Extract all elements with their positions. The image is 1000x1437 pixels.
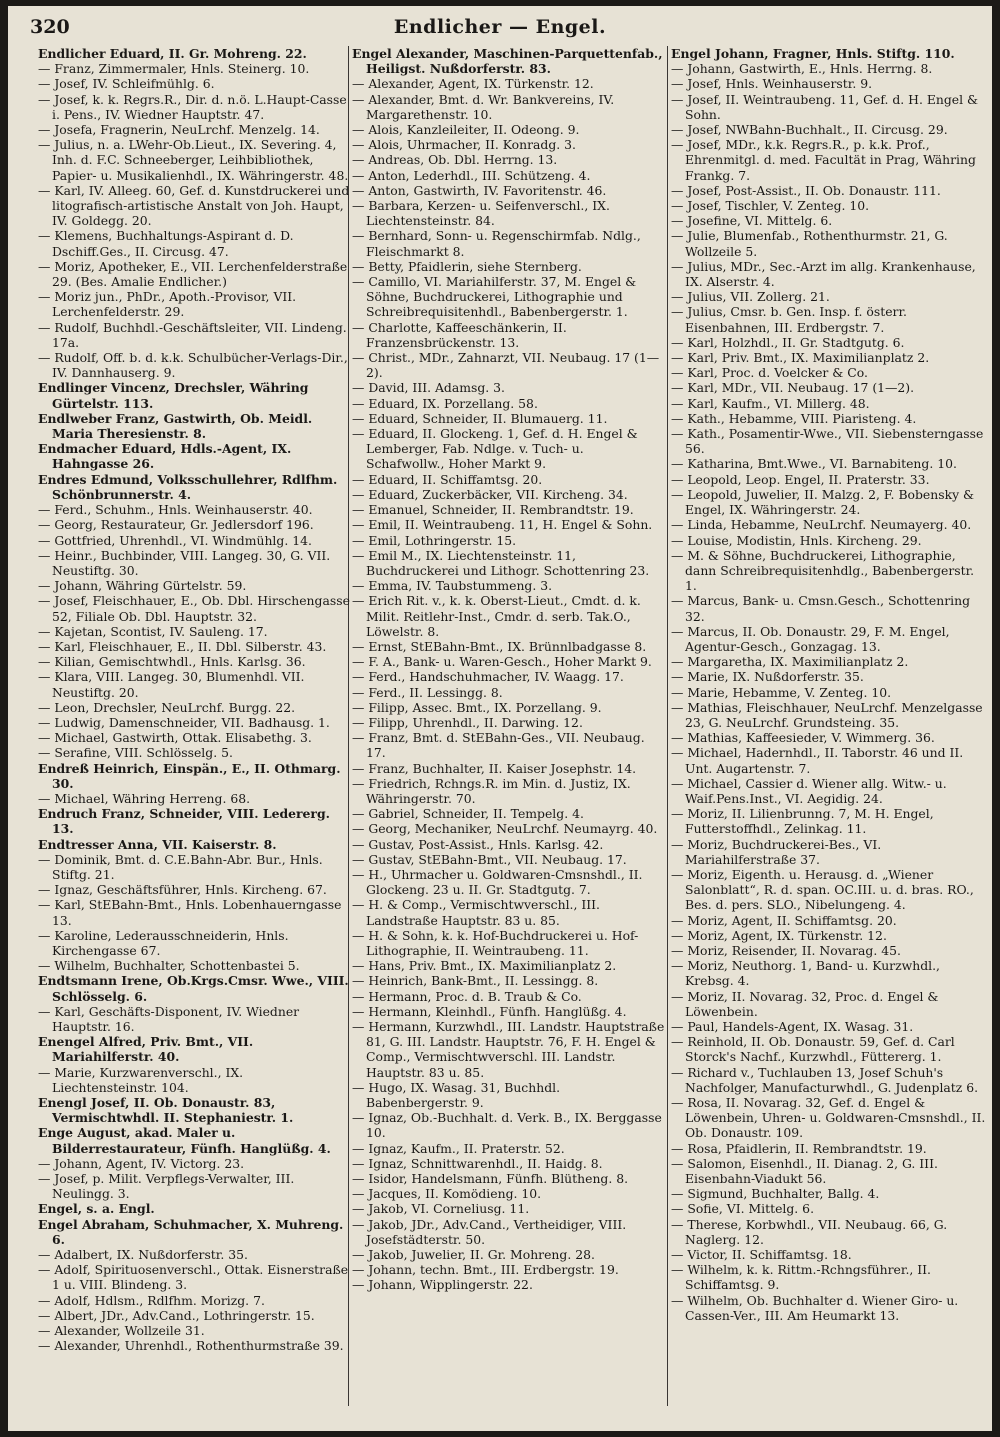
directory-entry: — Ferd., Handschuhmacher, IV. Waagg. 17. <box>352 669 624 685</box>
directory-entry: — Moriz, Neuthorg. 1, Band- u. Kurzwhdl., Krebsg. 4. <box>671 958 940 989</box>
directory-entry: — Katharina, Bmt.Wwe., VI. Barnabiteng. 10. <box>671 456 957 472</box>
directory-entry: — Ferd., Schuhm., Hnls. Weinhauserstr. 40. <box>38 502 313 518</box>
directory-entry: — Jakob, Juwelier, II. Gr. Mohreng. 28. <box>352 1247 595 1263</box>
directory-entry: — Moriz jun., PhDr., Apoth.-Provisor, VII. Lerchenfelderstr. 29. <box>38 289 297 320</box>
directory-entry: — Jakob, JDr., Adv.Cand., Vertheidiger, VIII. Josefstädterstr. 50. <box>352 1216 627 1247</box>
directory-entry: — Wilhelm, k. k. Rittm.-Rchngsführer., II. Schiffamtsg. 9. <box>671 1262 931 1293</box>
directory-entry: — Gustav, StEBahn-Bmt., VII. Neubaug. 17. <box>352 851 627 867</box>
directory-entry: — Rudolf, Off. b. d. k.k. Schulbücher-Verlags-Dir., IV. Dannhauserg. 9. <box>38 350 348 381</box>
surname-entry: Endtresser Anna, VII. Kaiserstr. 8. <box>38 836 277 852</box>
directory-entry: — Ernst, StEBahn-Bmt., IX. Brünnlbadgasse 8. <box>352 638 647 654</box>
directory-entry: — Emil, II. Weintraubeng. 11, H. Engel & Sohn. <box>352 517 653 533</box>
directory-entry: — Josef, II. Weintraubeng. 11, Gef. d. H. Engel & Sohn. <box>671 91 979 122</box>
directory-entry: — Paul, Handels-Agent, IX. Wasag. 31. <box>671 1019 914 1034</box>
directory-entry: — David, III. Adamsg. 3. <box>352 380 505 396</box>
directory-entry: — Ludwig, Damenschneider, VII. Badhausg. 1. <box>38 714 330 730</box>
directory-entry: — Klemens, Buchhaltungs-Aspirant d. D. Dschiff.Ges., II. Circusg. 47. <box>38 228 294 259</box>
surname-entry: Endreß Heinrich, Einspän., E., II. Othmarg. 30. <box>38 760 341 791</box>
directory-entry: — Ignaz, Schnittwarenhdl., II. Haidg. 8. <box>352 1155 603 1171</box>
directory-entry: — Adolf, Hdlsm., Rdlfhm. Morizg. 7. <box>38 1292 265 1308</box>
directory-entry: — Moriz, Buchdruckerei-Bes., VI. Mariahilferstraße 37. <box>671 836 882 867</box>
surname-entry: Enengel Alfred, Priv. Bmt., VII. Mariahilferstr. 40. <box>38 1034 254 1065</box>
directory-entry: — Christ., MDr., Zahnarzt, VII. Neubaug. 17 (1—2). <box>352 350 660 381</box>
directory-entry: — Isidor, Handelsmann, Fünfh. Blütheng. 8. <box>352 1171 629 1187</box>
directory-entry: — Kajetan, Scontist, IV. Sauleng. 17. <box>38 623 268 639</box>
directory-entry: — Michael, Hadernhdl., II. Taborstr. 46 und II. Unt. Augartenstr. 7. <box>671 745 964 776</box>
directory-entry: — Ignaz, Geschäftsführer, Hnls. Kircheng. 67. <box>38 882 327 898</box>
directory-entry: — Josefa, Fragnerin, NeuLrchf. Menzelg. 14. <box>38 122 320 138</box>
directory-entry: — Franz, Bmt. d. StEBahn-Ges., VII. Neubaug. 17. <box>352 730 645 761</box>
directory-entry: — Marie, Kurzwarenverschl., IX. Liechtensteinstr. 104. <box>38 1064 244 1095</box>
directory-entry: — Hermann, Proc. d. B. Traub & Co. <box>352 988 582 1004</box>
directory-entry: — Emanuel, Schneider, II. Rembrandtstr. 19. <box>352 502 634 518</box>
directory-entry: — Moriz, Apotheker, E., VII. Lerchenfelderstraße 29. (Bes. Amalie Endlicher.) <box>38 258 348 290</box>
directory-entry: — Alexander, Agent, IX. Türkenstr. 12. <box>352 76 594 92</box>
column-2 <box>352 46 665 1421</box>
directory-entry: — Moriz, II. Novarag. 32, Proc. d. Engel & Löwenbein. <box>671 988 939 1019</box>
directory-entry: — Richard v., Tuchlauben 13, Josef Schuh's Nachfolger, Manufacturwhdl., G. Judenplatz 6. <box>671 1064 979 1095</box>
directory-entry: — Moriz, Reisender, II. Novarag. 45. <box>671 942 901 958</box>
directory-entry: — Michael, Cassier d. Wiener allg. Witw.- u. Waif.Pens.Inst., VI. Aegidig. 24. <box>671 775 947 806</box>
directory-entry: — Michael, Währing Herreng. 68. <box>38 790 251 806</box>
directory-entry: — H. & Sohn, k. k. Hof-Buchdruckerei u. Hof-Lithographie, II. Weintraubeng. 11. <box>352 927 639 958</box>
directory-entry: — Hermann, Kurzwhdl., III. Landstr. Hauptstraße 81, G. III. Landstr. Hauptstr. 76, F. H. Engel & Comp., Vermischtwverschl. III. Landstr. Hauptstr. 83 u. 85. <box>352 1019 665 1080</box>
directory-entry: — Jacques, II. Komödieng. 10. <box>352 1186 542 1202</box>
directory-entry: — Hermann, Kleinhdl., Fünfh. Hanglüßg. 4. <box>352 1003 627 1019</box>
page-number: 320 <box>30 16 70 38</box>
directory-entry: — Alois, Uhrmacher, II. Konradg. 3. <box>352 137 576 153</box>
directory-entry: — Josef, Post-Assist., II. Ob. Donaustr. 111. <box>671 182 941 198</box>
directory-entry: — Reinhold, II. Ob. Donaustr. 59, Gef. d. Carl Storck's Nachf., Kurzwhdl., Füttererg. 1. <box>671 1034 955 1065</box>
directory-entry: — Karoline, Lederausschneiderin, Hnls. Kirchengasse 67. <box>38 927 289 958</box>
directory-entry: — Leon, Drechsler, NeuLrchf. Burgg. 22. <box>38 699 296 715</box>
surname-entry: Endlweber Franz, Gastwirth, Ob. Meidl. Maria Theresienstr. 8. <box>38 410 313 442</box>
directory-entry: — Moriz, Agent, II. Schiffamtsg. 20. <box>671 912 897 928</box>
directory-entry: — Emma, IV. Taubstummeng. 3. <box>352 578 553 594</box>
directory-entry: — Rosa, II. Novarag. 32, Gef. d. Engel & Löwenbein, Uhren- u. Goldwaren-Cmsnshdl., II. Ob. Donaustr. 109. <box>671 1095 986 1141</box>
directory-entry: — Alexander, Uhrenhdl., Rothenthurmstraße 39. <box>38 1338 344 1354</box>
directory-entry: — Marcus, Bank- u. Cmsn.Gesch., Schottenring 32. <box>671 593 970 624</box>
directory-entry: — M. & Söhne, Buchdruckerei, Lithographie, dann Schreibrequisitenhdlg., Babenbergerstr. 1. <box>671 547 975 594</box>
surname-entry: Engel, s. a. Engl. <box>38 1201 155 1217</box>
directory-entry: — Marie, Hebamme, V. Zenteg. 10. <box>671 684 892 700</box>
directory-entry: — Kath., Posamentir-Wwe., VII. Siebensterngasse 56. <box>671 426 984 457</box>
directory-entry: — Karl, StEBahn-Bmt., Hnls. Lobenhauerngasse 13. <box>38 897 342 928</box>
directory-entry: — Johann, techn. Bmt., III. Erdbergstr. 19. <box>352 1262 619 1278</box>
directory-entry: — Barbara, Kerzen- u. Seifenverschl., IX. Liechtensteinstr. 84. <box>352 198 610 229</box>
directory-entry: — Johann, Wipplingerstr. 22. <box>352 1277 533 1293</box>
directory-entry: — Heinr., Buchbinder, VIII. Langeg. 30, G. VII. Neustiftg. 30. <box>38 547 331 578</box>
directory-entry: — Wilhelm, Ob. Buchhalter d. Wiener Giro- u. Cassen-Ver., III. Am Heumarkt 13. <box>671 1292 959 1323</box>
directory-entry: — Salomon, Eisenhdl., II. Dianag. 2, G. III. Eisenbahn-Viadukt 56. <box>671 1155 938 1187</box>
directory-entry: — H. & Comp., Vermischtwverschl., III. Landstraße Hauptstr. 83 u. 85. <box>352 897 600 928</box>
directory-entry: — Andreas, Ob. Dbl. Herrng. 13. <box>352 152 558 168</box>
directory-entry: — Julius, MDr., Sec.-Arzt im allg. Krankenhause, IX. Alserstr. 4. <box>671 258 976 290</box>
directory-entry: — Karl, Kaufm., VI. Millerg. 48. <box>671 395 870 411</box>
directory-entry: — Linda, Hebamme, NeuLrchf. Neumayerg. 40. <box>671 517 972 533</box>
directory-entry: — Karl, Geschäfts-Disponent, IV. Wiedner Hauptstr. 16. <box>38 1003 300 1034</box>
directory-entry: — Michael, Gastwirth, Ottak. Elisabethg. 3. <box>38 730 312 746</box>
directory-entry: — Gustav, Post-Assist., Hnls. Karlsg. 42. <box>352 836 604 852</box>
directory-entry: — F. A., Bank- u. Waren-Gesch., Hoher Markt 9. <box>352 654 652 670</box>
directory-entry: — Ignaz, Kaufm., II. Praterstr. 52. <box>352 1140 565 1156</box>
directory-entry: — Karl, Priv. Bmt., IX. Maximilianplatz 2. <box>671 350 930 366</box>
directory-entry: — Therese, Korbwhdl., VII. Neubaug. 66, G. Naglerg. 12. <box>671 1216 948 1247</box>
directory-entry: — H., Uhrmacher u. Goldwaren-Cmsnshdl., II. Glockeng. 23 u. II. Gr. Stadtgutg. 7. <box>352 866 643 898</box>
directory-entry: — Louise, Modistin, Hnls. Kircheng. 29. <box>671 532 922 548</box>
directory-entry: — Josef, k. k. Regrs.R., Dir. d. n.ö. L.Haupt-Casse i. Pens., IV. Wiedner Hauptstr. 47. <box>38 91 347 122</box>
directory-entry: — Mathias, Fleischhauer, NeuLrchf. Menzelgasse 23, G. NeuLrchf. Grundsteing. 35. <box>671 699 983 730</box>
surname-entry: Enge August, akad. Maler u. Bilderrestaurateur, Fünfh. Hanglüßg. 4. <box>38 1125 331 1156</box>
surname-entry: Endlinger Vincenz, Drechsler, Währing Gürtelstr. 113. <box>38 380 309 411</box>
directory-entry: — Rudolf, Buchhdl.-Geschäftsleiter, VII. Lindeng. 17a. <box>38 319 347 350</box>
directory-entry: — Rosa, Pfaidlerin, II. Rembrandtstr. 19. <box>671 1140 927 1156</box>
directory-entry: — Julius, Cmsr. b. Gen. Insp. f. österr. Eisenbahnen, III. Erdbergstr. 7. <box>671 304 907 335</box>
directory-entry: — Albert, JDr., Adv.Cand., Lothringerstr. 15. <box>38 1307 315 1323</box>
directory-entry: — Adolf, Spirituosenverschl., Ottak. Eisnerstraße 1 u. VIII. Blindeng. 3. <box>38 1262 349 1293</box>
directory-entry: — Ignaz, Ob.-Buchhalt. d. Verk. B., IX. Berggasse 10. <box>352 1110 662 1141</box>
surname-entry: Endmacher Eduard, Hdls.-Agent, IX. Hahngasse 26. <box>38 441 292 472</box>
directory-entry: — Karl, MDr., VII. Neubaug. 17 (1—2). <box>671 380 915 396</box>
directory-entry: — Eduard, Zuckerbäcker, VII. Kircheng. 34. <box>352 486 628 502</box>
directory-entry: — Victor, II. Schiffamtsg. 18. <box>671 1247 852 1263</box>
directory-entry: — Hans, Priv. Bmt., IX. Maximilianplatz 2. <box>352 958 617 974</box>
directory-entry: — Erich Rit. v., k. k. Oberst-Lieut., Cmdt. d. k. Milit. Reitlehr-Inst., Cmdr. d. serb. Tak.O., Löwelstr. 8. <box>352 593 641 639</box>
directory-entry: — Sofie, VI. Mittelg. 6. <box>671 1201 815 1217</box>
directory-entry: — Johann, Agent, IV. Victorg. 23. <box>38 1155 245 1171</box>
directory-entry: — Karl, Fleischhauer, E., II. Dbl. Silberstr. 43. <box>38 638 327 654</box>
directory-entry: — Charlotte, Kaffeeschänkerin, II. Franzensbrückenstr. 13. <box>352 319 567 350</box>
surname-entry: Engel Johann, Fragner, Hnls. Stiftg. 110. <box>671 46 955 61</box>
directory-entry: — Franz, Buchhalter, II. Kaiser Josephstr. 14. <box>352 760 637 776</box>
directory-entry: — Julie, Blumenfab., Rothenthurmstr. 21, G. Wollzeile 5. <box>671 228 948 259</box>
directory-entry: — Eduard, Schneider, II. Blumauerg. 11. <box>352 410 608 426</box>
column-divider <box>667 46 668 1406</box>
column-3 <box>671 46 987 1421</box>
directory-entry: — Anton, Lederhdl., III. Schützeng. 4. <box>352 167 591 183</box>
directory-entry: — Kilian, Gemischtwhdl., Hnls. Karlsg. 36. <box>38 654 306 670</box>
directory-entry: — Camillo, VI. Mariahilferstr. 37, M. Engel & Söhne, Buchdruckerei, Lithographie und Schreibrequisitenhdl., Babenbergerstr. 1. <box>352 274 637 320</box>
directory-entry: — Betty, Pfaidlerin, siehe Sternberg. <box>352 258 582 274</box>
directory-entry: — Julius, VII. Zollerg. 21. <box>671 289 830 305</box>
surname-entry: Engel Abraham, Schuhmacher, X. Muhreng. 6. <box>38 1216 344 1247</box>
directory-entry: — Moriz, II. Lilienbrunng. 7, M. H. Engel, Futterstoffhdl., Zelinkag. 11. <box>671 806 934 837</box>
column-1 <box>38 46 350 1421</box>
surname-entry: Endres Edmund, Volksschullehrer, Rdlfhm. Schönbrunnerstr. 4. <box>38 471 338 502</box>
directory-entry: — Bernhard, Sonn- u. Regenschirmfab. Ndlg., Fleischmarkt 8. <box>352 228 641 259</box>
directory-entry: — Franz, Zimmermaler, Hnls. Steinerg. 10. <box>38 61 310 77</box>
directory-entry: — Josefine, VI. Mittelg. 6. <box>671 213 833 229</box>
directory-entry: — Marie, IX. Nußdorferstr. 35. <box>671 669 864 685</box>
directory-entry: — Adalbert, IX. Nußdorferstr. 35. <box>38 1247 248 1263</box>
directory-entry: — Heinrich, Bank-Bmt., II. Lessingg. 8. <box>352 973 599 989</box>
directory-entry: — Eduard, IX. Porzellang. 58. <box>352 395 538 411</box>
directory-entry: — Moriz, Eigenth. u. Herausg. d. „Wiener Salonblatt“, R. d. span. OC.III. u. d. bras. RO., Bes. d. pers. SLO., Nibelungeng. 4. <box>671 866 974 913</box>
directory-entry: — Wilhelm, Buchhalter, Schottenbastei 5. <box>38 958 300 974</box>
directory-entry: — Josef, Tischler, V. Zenteg. 10. <box>671 198 870 214</box>
directory-entry: — Moriz, Agent, IX. Türkenstr. 12. <box>671 927 887 943</box>
directory-entry: — Josef, Hnls. Weinhauserstr. 9. <box>671 76 873 92</box>
surname-entry: Endtsmann Irene, Ob.Krgs.Cmsr. Wwe., VIII. Schlösselg. 6. <box>38 973 349 1004</box>
directory-entry: — Jakob, VI. Corneliusg. 11. <box>352 1201 530 1217</box>
directory-entry: — Friedrich, Rchngs.R. im Min. d. Justiz, IX. Währingerstr. 70. <box>352 775 631 806</box>
directory-entry: — Josef, p. Milit. Verpflegs-Verwalter, III. Neulingg. 3. <box>38 1171 295 1202</box>
directory-entry: — Alois, Kanzleileiter, II. Odeong. 9. <box>352 122 580 138</box>
directory-entry: — Anton, Gastwirth, IV. Favoritenstr. 46. <box>352 182 607 198</box>
directory-entry: — Johann, Gastwirth, E., Hnls. Herrng. 8. <box>671 61 933 77</box>
surname-entry: Endruch Franz, Schneider, VIII. Ledererg. 13. <box>38 806 330 837</box>
directory-entry: — Mathias, Kaffeesieder, V. Wimmerg. 36. <box>671 730 935 746</box>
directory-entry: — Josef, IV. Schleifmühlg. 6. <box>38 76 215 92</box>
directory-entry: — Josef, NWBahn-Buchhalt., II. Circusg. 29. <box>671 122 948 138</box>
directory-entry: — Eduard, II. Schiffamtsg. 20. <box>352 471 543 487</box>
directory-entry: — Filipp, Uhrenhdl., II. Darwing. 12. <box>352 714 583 730</box>
surname-entry: Endlicher Eduard, II. Gr. Mohreng. 22. <box>38 46 307 61</box>
running-head: Endlicher — Engel. <box>393 16 607 38</box>
directory-entry: — Gabriel, Schneider, II. Tempelg. 4. <box>352 806 584 822</box>
directory-entry: — Margaretha, IX. Maximilianplatz 2. <box>671 654 909 670</box>
directory-entry: — Julius, n. a. LWehr-Ob.Lieut., IX. Severing. 4, Inh. d. F.C. Schneeberger, Leihbibliothek, Papier- u. Musikalienhdl., IX. Währingerstr. 48. <box>38 137 349 183</box>
directory-entry: — Ferd., II. Lessingg. 8. <box>352 684 503 700</box>
directory-entry: — Josef, MDr., k.k. Regrs.R., p. k.k. Prof., Ehrenmitgl. d. med. Facultät in Prag, Währing Frankg. 7. <box>671 137 976 183</box>
directory-entry: — Georg, Restaurateur, Gr. Jedlersdorf 196. <box>38 517 314 533</box>
directory-page <box>8 6 992 1431</box>
directory-entry: — Gottfried, Uhrenhdl., VI. Windmühlg. 14. <box>38 532 312 548</box>
directory-entry: — Karl, Proc. d. Voelcker & Co. <box>671 365 868 381</box>
directory-entry: — Eduard, II. Glockeng. 1, Gef. d. H. Engel & Lemberger, Fab. Ndlge. v. Tuch- u. Schafwollw., Hoher Markt 9. <box>352 426 638 472</box>
directory-entry: — Emil, Lothringerstr. 15. <box>352 532 517 548</box>
directory-entry: — Johann, Währing Gürtelstr. 59. <box>38 578 247 594</box>
directory-entry: — Alexander, Bmt. d. Wr. Bankvereins, IV. Margarethenstr. 10. <box>352 91 615 122</box>
directory-entry: — Marcus, II. Ob. Donaustr. 29, F. M. Engel, Agentur-Gesch., Gonzagag. 13. <box>671 623 950 654</box>
directory-entry: — Karl, Holzhdl., II. Gr. Stadtgutg. 6. <box>671 334 905 350</box>
directory-entry: — Karl, IV. Alleeg. 60, Gef. d. Kunstdruckerei und litografisch-artistische Anstalt von Joh. Haupt, IV. Goldegg. 20. <box>38 182 350 229</box>
directory-entry: — Sigmund, Buchhalter, Ballg. 4. <box>671 1186 880 1202</box>
directory-entry: — Filipp, Assec. Bmt., IX. Porzellang. 9. <box>352 699 602 715</box>
directory-entry: — Leopold, Leop. Engel, II. Praterstr. 33. <box>671 471 930 487</box>
directory-entry: — Leopold, Juwelier, II. Malzg. 2, F. Bobensky & Engel, IX. Währingerstr. 24. <box>671 486 975 518</box>
directory-entry: — Emil M., IX. Liechtensteinstr. 11, Buchdruckerei und Lithogr. Schottenring 23. <box>352 547 650 578</box>
directory-entry: — Serafine, VIII. Schlösselg. 5. <box>38 745 233 761</box>
directory-entry: — Georg, Mechaniker, NeuLrchf. Neumayrg. 40. <box>352 821 658 837</box>
directory-entry: — Josef, Fleischhauer, E., Ob. Dbl. Hirschengasse 52, Filiale Ob. Dbl. Hauptstr. 32. <box>38 593 350 624</box>
directory-entry: — Hugo, IX. Wasag. 31, Buchhdl. Babenbergerstr. 9. <box>352 1079 561 1111</box>
directory-entry: — Klara, VIII. Langeg. 30, Blumenhdl. VII. Neustiftg. 20. <box>38 669 305 700</box>
page-header <box>8 6 992 42</box>
directory-entry: — Kath., Hebamme, VIII. Piaristeng. 4. <box>671 410 917 426</box>
surname-entry: Engel Alexander, Maschinen-Parquettenfab., Heiligst. Nußdorferstr. 83. <box>352 46 663 77</box>
directory-entry: — Alexander, Wollzeile 31. <box>38 1323 205 1339</box>
surname-entry: Enengl Josef, II. Ob. Donaustr. 83, Vermischtwhdl. II. Stephaniestr. 1. <box>38 1095 294 1126</box>
directory-entry: — Dominik, Bmt. d. C.E.Bahn-Abr. Bur., Hnls. Stiftg. 21. <box>38 851 323 882</box>
